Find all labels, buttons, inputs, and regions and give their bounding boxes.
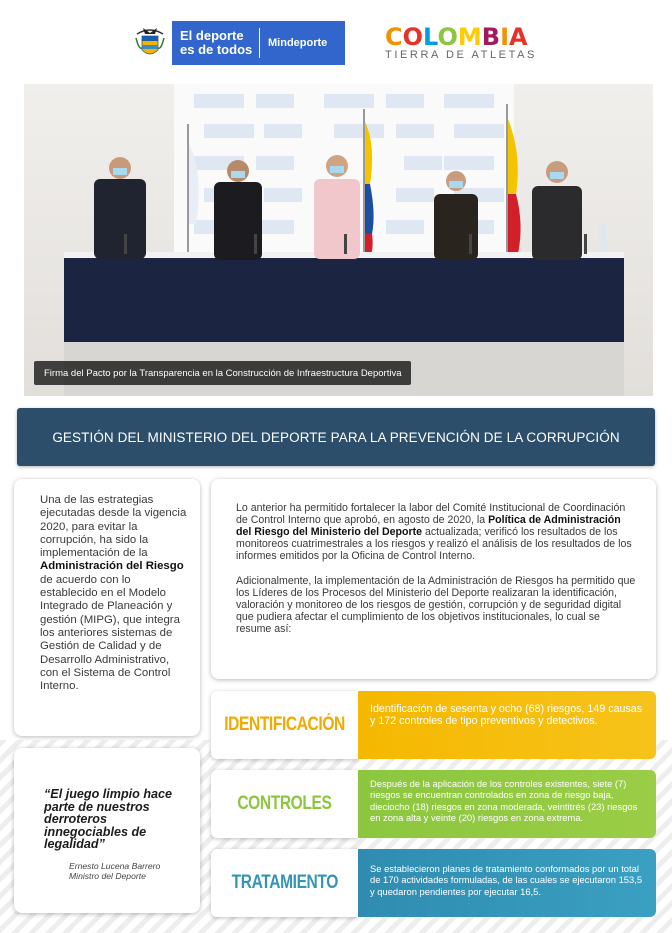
stage-label bbox=[211, 770, 358, 838]
details-paragraph-2: Adicionalmente, la implementación de la Administración de Riesgos ha permitido que los Líderes de los Procesos del Ministerio del Deporte realizaran la identificación, valoración y monitoreo de los riesgos de gestión, corrupción y de seguridad digital que pudiera afectar el cumplimiento de los objetivos institucionales, lo cual se resume así: bbox=[236, 575, 636, 635]
details-text-1: Lo anterior ha permitido fortalecer la labor del Comité Institucional de Coordinación de Control Interno que aprobó, en agosto de 2020, la bbox=[236, 502, 626, 526]
intro-text-1: Una de las estrategias ejecutadas desde la vigencia 2020, para evitar la corrupción, ha sido la implementación de la bbox=[40, 494, 187, 560]
quote-author bbox=[44, 861, 186, 882]
colombia-logo-title bbox=[385, 24, 545, 50]
mindeporte-logo bbox=[128, 21, 345, 65]
quote-author-name: Ernesto Lucena Barrero bbox=[69, 860, 161, 871]
stage-identificacion bbox=[211, 691, 656, 759]
gov-logo-org: Mindeporte bbox=[268, 37, 328, 49]
stage-label-text: TRATAMIENTO bbox=[231, 872, 338, 893]
colombia-logo-letter: B bbox=[481, 23, 501, 51]
stage-label bbox=[211, 849, 358, 917]
colombia-logo-letter: I bbox=[500, 23, 509, 51]
stage-label-text: IDENTIFICACIÓN bbox=[224, 714, 345, 735]
header bbox=[0, 0, 672, 80]
colombia-tierra-de-atletas-logo bbox=[385, 24, 545, 61]
section-title: GESTIÓN DEL MINISTERIO DEL DEPORTE PARA LA PREVENCIÓN DE LA CORRUPCIÓN bbox=[52, 429, 620, 445]
colombia-logo-letter: M bbox=[457, 23, 482, 51]
quote-card bbox=[14, 748, 200, 913]
event-photo-illustration bbox=[24, 84, 653, 396]
stage-description: Después de la aplicación de los controles existentes, siete (7) riesgos se encuentran controlados en zona de riesgo baja, dieciocho (18) riesgos en zona moderada, veintitrés (23) riesgos en zona alta y veinte (20) riesgos en zona extrema. bbox=[358, 770, 656, 838]
quote-author-role: Ministro del Deporte bbox=[69, 871, 146, 881]
details-card bbox=[211, 479, 656, 679]
gov-logo-line1: El deporte bbox=[180, 28, 244, 43]
intro-paragraph bbox=[40, 494, 188, 693]
stage-controles bbox=[211, 770, 656, 838]
colombia-logo-letter: L bbox=[423, 23, 438, 51]
details-paragraph-1 bbox=[236, 502, 638, 562]
event-photo bbox=[24, 84, 653, 396]
quote-text: “El juego limpio hace parte de nuestros derroteros innegociables de legalidad” bbox=[44, 787, 173, 851]
intro-card bbox=[14, 479, 200, 736]
stage-tratamiento bbox=[211, 849, 656, 917]
gov-logo-line2: es de todos bbox=[180, 42, 253, 57]
colombia-coat-of-arms-icon bbox=[128, 21, 172, 65]
intro-bold: Administración del Riesgo bbox=[40, 560, 184, 573]
colombia-logo-letter: O bbox=[402, 23, 424, 51]
colombia-logo-subtitle: TIERRA DE ATLETAS bbox=[385, 49, 537, 61]
stage-label-text: CONTROLES bbox=[237, 793, 332, 814]
stage-description: Identificación de sesenta y ocho (68) riesgos, 149 causas y 172 controles de tipo preventivos y detectivos. bbox=[358, 691, 656, 759]
details-text-2: actualizada; verificó los resultados de los monitoreos cuatrimestrales a los riesgos y realizó el análisis de los resultados de los informes emitidos por la Oficina de Control Interno. bbox=[236, 526, 632, 562]
colombia-logo-letter: C bbox=[385, 23, 403, 51]
section-title-bar bbox=[17, 408, 655, 466]
stage-label bbox=[211, 691, 358, 759]
colombia-logo-letter: O bbox=[437, 23, 458, 51]
intro-text-2: de acuerdo con lo establecido en el Modelo Integrado de Planeación y gestión (MIPG), que integra los anteriores sistemas de Gestión de Calidad y de Desarrollo Administrativo, con el Sistema de Control Interno. bbox=[40, 573, 180, 693]
photo-caption: Firma del Pacto por la Transparencia en la Construcción de Infraestructura Deportiva bbox=[34, 361, 411, 385]
colombia-logo-letter: A bbox=[509, 23, 528, 51]
details-bold: Política de Administración del Riesgo del Ministerio del Deporte bbox=[236, 514, 621, 538]
stage-description: Se establecieron planes de tratamiento conformados por un total de 170 actividades formuladas, de las cuales se ejecutaron 153,5 y quedaron pendientes por ejecutar 16,5. bbox=[358, 849, 656, 917]
